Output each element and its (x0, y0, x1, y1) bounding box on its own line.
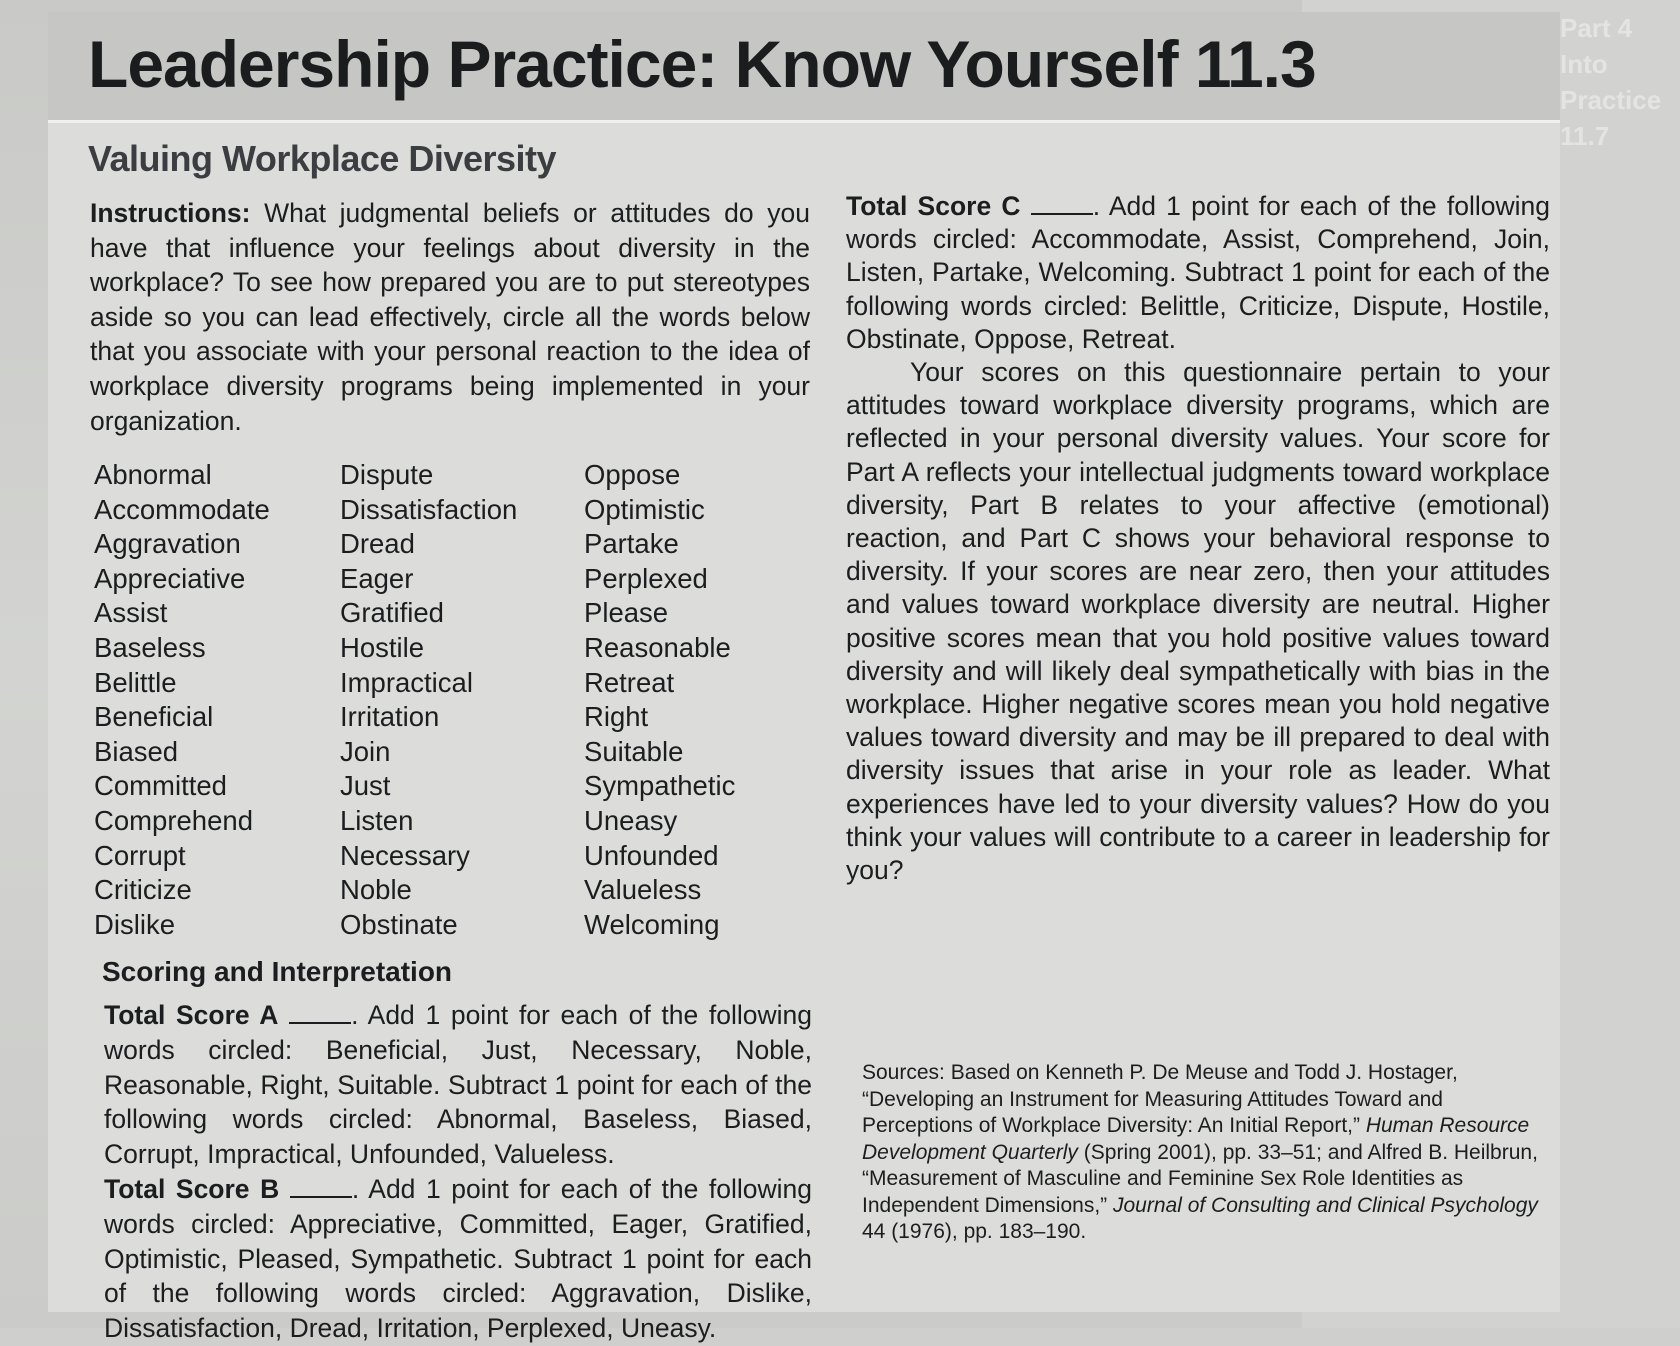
sources-part2: (Spring 2001), pp. 33–51; and Alfred B. Heilbrun, “Measurement of Masculine and Feminine Sex Role Identities as Independent Dimensions,” (862, 1140, 1538, 1217)
word-item[interactable]: Necessary (340, 839, 470, 871)
word-item[interactable]: Dread (340, 528, 415, 560)
instructions-label: Instructions: (90, 198, 251, 228)
word-item[interactable]: Criticize (94, 874, 192, 906)
sources-journal1: Human Resource Development Quarterly (862, 1114, 1530, 1164)
margin-note-line2: Practice 11.7 (1560, 85, 1662, 151)
score-c-paragraph (846, 190, 1550, 356)
score-b-blank[interactable] (290, 1176, 352, 1198)
score-b-paragraph (104, 1172, 812, 1346)
word-item[interactable]: Listen (340, 804, 414, 836)
word-item[interactable]: Abnormal (94, 459, 212, 490)
instructions-text: What judgmental beliefs or attitudes do you have that influence your feelings about diversity in the workplace? To see how prepared you are to put stereotypes aside so you can lead effectively, circle all the words below that you associate with your personal reaction to the idea of workplace diversity programs being implemented in your organization. (90, 198, 810, 436)
score-c-blank[interactable] (1031, 193, 1093, 215)
word-item[interactable]: Biased (94, 735, 179, 767)
word-item[interactable]: Impractical (340, 666, 473, 698)
score-a-text: . Add 1 point for each of the following words circled: Beneficial, Just, Necessary, Noble, Reasonable, Right, Suitable. Subtract 1 point for each of the following words circled: Abnormal, Baseless, Biased, Corrupt, Impractical, Unfounded, Valueless. (104, 1000, 812, 1170)
word-item[interactable]: Partake (584, 528, 679, 560)
margin-note (1560, 10, 1675, 154)
score-c-text: . Add 1 point for each of the following words circled: Accommodate, Assist, Comprehend, Join, Listen, Partake, Welcoming. Subtract 1 point for each of the following words circled: Belittle, Criticize, Dispute, Hostile, Obstinate, Oppose, Retreat. (846, 191, 1550, 354)
word-item[interactable]: Eager (340, 562, 414, 594)
word-item[interactable]: Just (340, 770, 391, 802)
scoring-heading: Scoring and Interpretation (102, 956, 453, 987)
margin-note-line1: Part 4 Into (1560, 13, 1633, 79)
word-column-2 (340, 458, 584, 942)
sources-journal2: Journal of Consulting and Clinical Psychology (1113, 1193, 1538, 1217)
word-item[interactable]: Corrupt (94, 839, 186, 871)
interpretation-paragraph (846, 356, 1550, 887)
word-item[interactable]: Assist (94, 597, 168, 629)
word-item[interactable]: Accommodate (94, 493, 270, 525)
word-item[interactable]: Reasonable (584, 631, 731, 663)
sources-citation (862, 1060, 1558, 1246)
word-item[interactable]: Comprehend (94, 804, 253, 836)
word-item[interactable]: Uneasy (584, 804, 678, 836)
word-item[interactable]: Dispute (340, 459, 434, 490)
score-b-label: Total Score B (104, 1173, 280, 1204)
score-a-paragraph (104, 998, 812, 1172)
word-item[interactable]: Please (584, 597, 669, 629)
score-c-label: Total Score C (846, 191, 1021, 221)
sources-part1: Sources: Based on Kenneth P. De Meuse and Todd J. Hostager, “Developing an Instrument for Measuring Attitudes Toward and Perceptions of Workplace Diversity: An Initial Report,” (862, 1061, 1458, 1137)
word-item[interactable]: Welcoming (584, 908, 720, 940)
word-item[interactable]: Irritation (340, 701, 440, 733)
word-item[interactable]: Baseless (94, 631, 206, 663)
word-item[interactable]: Gratified (340, 597, 444, 629)
word-item[interactable]: Obstinate (340, 908, 458, 940)
word-item[interactable]: Retreat (584, 666, 675, 698)
word-item[interactable]: Noble (340, 874, 412, 906)
sources-part3: 44 (1976), pp. 183–190. (862, 1220, 1087, 1243)
word-column-1 (94, 458, 340, 942)
word-item[interactable]: Dissatisfaction (340, 493, 518, 525)
word-list (94, 458, 794, 942)
word-item[interactable]: Valueless (584, 874, 702, 906)
scoring-block (104, 998, 812, 1346)
sources-paragraph (862, 1060, 1558, 1246)
word-item[interactable]: Hostile (340, 631, 425, 663)
instructions-paragraph (90, 196, 810, 438)
word-item[interactable]: Perplexed (584, 562, 708, 594)
score-a-blank[interactable] (289, 1002, 351, 1024)
page-title: Leadership Practice: Know Yourself 11.3 (88, 27, 1316, 101)
word-item[interactable]: Join (340, 735, 391, 767)
word-item[interactable]: Optimistic (584, 493, 705, 525)
score-a-label: Total Score A (104, 1000, 279, 1030)
score-b-text: . Add 1 point for each of the following words circled: Appreciative, Committed, Eager, Gratified, Optimistic, Pleased, Sympathetic. Subtract 1 point for each of the following words circled: Aggravation, Dislike, Dissatisfaction, Dread, Irritation, Perplexed, Uneasy. (104, 1173, 812, 1344)
word-item[interactable]: Sympathetic (584, 770, 736, 802)
word-item[interactable]: Appreciative (94, 562, 246, 594)
instructions-block (90, 196, 810, 438)
word-item[interactable]: Oppose (584, 459, 681, 490)
scoring-continued (846, 190, 1550, 887)
word-item[interactable]: Belittle (94, 666, 177, 698)
word-item[interactable]: Right (584, 701, 649, 733)
word-item[interactable]: Suitable (584, 735, 684, 767)
word-item[interactable]: Aggravation (94, 528, 241, 560)
word-item[interactable]: Unfounded (584, 839, 719, 871)
word-item[interactable]: Committed (94, 770, 227, 802)
interpretation-text: Your scores on this questionnaire pertain to your attitudes toward workplace diversity programs, which are reflected in your personal diversity values. Your score for Part A reflects your intellectual judgments toward workplace diversity, Part B relates to your affective (emotional) reaction, and Part C shows your behavioral response to diversity. If your scores are near zero, then your attitudes and values toward workplace diversity are neutral. Higher positive scores mean that you hold positive values toward diversity and will likely deal sympathetically with bias in the workplace. Higher negative scores mean you hold negative values toward diversity and may be ill prepared to deal with diversity issues that arise in your role as leader. What experiences have led to your diversity values? How do you think your values will contribute to a career in leadership for you? (846, 357, 1550, 886)
exercise-subtitle: Valuing Workplace Diversity (88, 138, 557, 179)
word-column-3 (584, 458, 794, 942)
word-item[interactable]: Dislike (94, 908, 175, 940)
word-item[interactable]: Beneficial (94, 701, 214, 733)
